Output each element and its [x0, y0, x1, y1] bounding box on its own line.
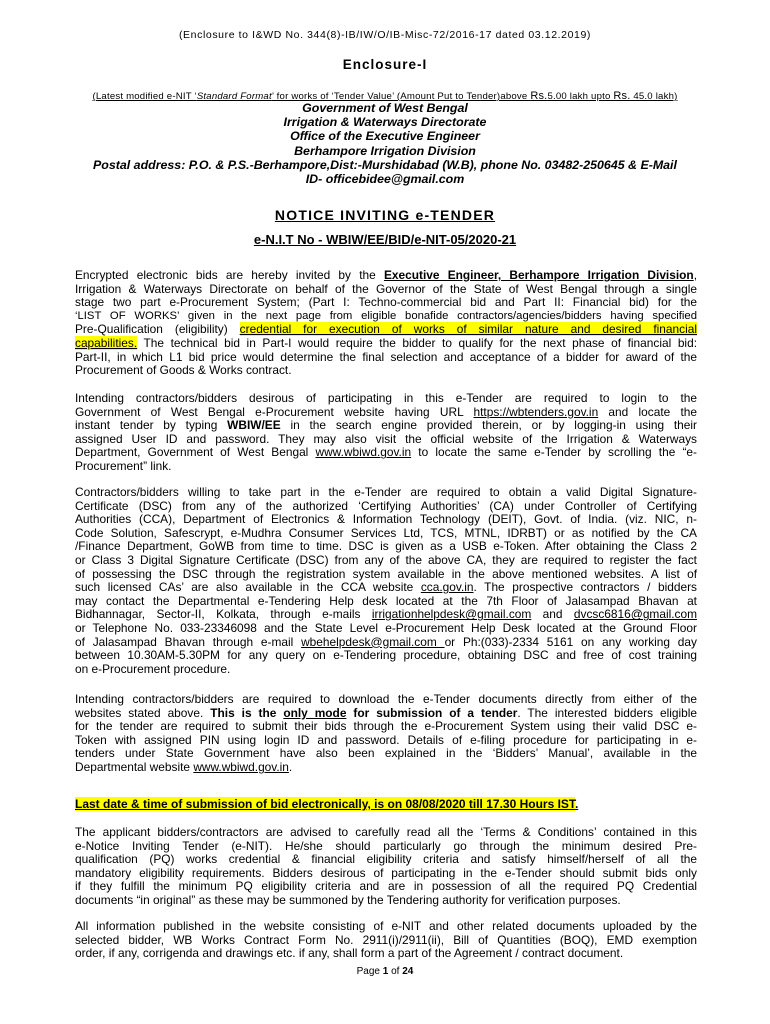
text-run: This is the [210, 705, 284, 720]
text-line: qualification (PQ) works credential & financial eligibility criteria and satisfy himself/herself of all the [75, 852, 697, 867]
text-line: selected bidder, WB Works Contract Form No. 2911(i)/2911(ii), Bill of Quantities (BOQ), EMD exemption [75, 932, 697, 947]
text-line [75, 608, 697, 622]
text-line: Contractors/bidders willing to take part in the e-Tender are required to obtain a valid Digital Signature- [75, 485, 697, 499]
text-run: . The interested bidders eligible [517, 705, 697, 720]
text-run: , [693, 268, 697, 282]
page-number [0, 966, 770, 977]
text-run: Bidhannagar, Sector-II, Kolkata, through e-mails [75, 607, 372, 622]
highlighted-capabilities: capabilities. [75, 335, 138, 350]
wbiwd-link[interactable]: www.wbiwd.gov.in [193, 759, 289, 774]
total-pages: 24 [402, 966, 414, 977]
format-note-amount1: 5.00 lakh upto [547, 91, 614, 102]
text-line: may contact the Departmental e-Tendering Help desk located at the 7th Floor of Jalasampad Bhavan at [75, 593, 697, 608]
text-line: Procurement” link. [75, 458, 172, 473]
notice-title: NOTICE INVITING e-TENDER [274, 207, 496, 223]
text-run: Government of West Bengal e-Procurement website having URL [75, 404, 474, 419]
text-line: Code Solution, Safescrypt, e-Mudhra Consumer Services Ltd, TCS, MTNL, IDRBT) or as notified by the CA [75, 525, 697, 540]
text-line: /Finance Department, GoWB from time to time. DSC is given as a USB e-Token. After obtaining the Class 2 [75, 539, 697, 554]
text-line: documents “in original” as these may be summoned by the Tendering authority for verification purposes. [75, 892, 621, 907]
cca-link[interactable]: cca.gov.in [420, 580, 474, 595]
text-line: Certificate (DSC) from any of the authorized ‘Certifying Authorities’ (CA) under Controller of Certifying [75, 498, 697, 513]
text-line: All information published in the website consisting of e-NIT and other related documents uploaded by the [75, 919, 697, 933]
text-run: . [574, 797, 579, 811]
text-line: Token with assigned PIN using login ID and password. Details of e-filing procedure for participating in e- [75, 732, 697, 747]
text-line: for the tender are required to submit their bids through the e-Procurement System using their valid DSC e- [75, 719, 697, 734]
paragraph-dsc [75, 486, 697, 676]
text-run: Departmental website [75, 759, 194, 774]
office-directorate: Irrigation & Waterways Directorate [283, 115, 487, 130]
text-run: instant tender by typing [75, 418, 228, 433]
enclosure-title: Enclosure-I [342, 57, 428, 72]
text-line: Authorities (CCA), Department of Electronics & Information Technology (DEIT), Govt. of India. (viz. NIC, n- [75, 512, 697, 527]
text-line: of possessing the DSC through the registration system available in the above mentioned websites. A list of [75, 566, 697, 581]
current-page: 1 [382, 966, 389, 977]
paragraph-invitation [75, 269, 697, 378]
text-line: Procurement of Goods & Works contract. [75, 363, 292, 378]
office-postal-address: Postal address: P.O. & P.S.-Berhampore,Dist:-Murshidabad (W.B), phone No. 03482-250645 & E-Mail [93, 157, 677, 172]
wbehelpdesk-email[interactable]: wbehelpdesk@gmail.com [301, 634, 445, 649]
text-run: of Jalasampad Bhavan through e-mail [75, 634, 302, 649]
office-executive-engineer: Office of the Executive Engineer [290, 129, 480, 144]
text-line: if they fulfill the minimum PQ eligibility criteria and are in possession of all the required PQ Credential [75, 879, 697, 894]
text-run: and [531, 607, 574, 622]
office-division: Berhampore Irrigation Division [294, 143, 476, 158]
text-line: order, if any, corrigenda and drawings etc. if any, shall form a part of the Agreement / contract document. [75, 946, 624, 961]
text-line: Intending contractors/bidders are required to download the e-Tender documents directly from either of the [75, 692, 697, 706]
text-run: . [288, 759, 293, 774]
text-line [75, 707, 697, 721]
format-note-amount2: 45.0 lakh) [630, 91, 678, 102]
text-line: mandatory eligibility requirements. Bidders desirous of participating in the e-Tender should submit bids only [75, 865, 697, 880]
format-note-middle: ’ for works of ‘Tender Value’ (Amount Put to Tender)above [271, 91, 531, 102]
nit-number: e-N.I.T No - WBIW/EE/BID/e-NIT-05/2020-21 [253, 232, 517, 247]
office-block [0, 101, 770, 186]
text-run: The technical bid in Part-I would require the bidder to qualify for the next phase of financial bid: [137, 335, 697, 350]
text-run: for submission of a tender [346, 705, 518, 720]
wbiwd-link[interactable]: www.wbiwd.gov.in [315, 445, 412, 460]
format-note-prefix: (Latest modified e-NIT ‘ [92, 91, 197, 102]
issuing-authority: Executive Engineer, Berhampore Irrigation Division [383, 268, 694, 282]
office-email: ID- officebidee@gmail.com [305, 172, 465, 187]
format-note-rs1: Rs. [530, 90, 548, 102]
text-run: websites stated above. [75, 705, 211, 720]
text-run: Pre-Qualification (eligibility) [75, 322, 240, 337]
text-line [75, 323, 697, 337]
text-run: or Ph:(033)-2334 5161 on any working day [444, 634, 697, 649]
text-run: of [388, 966, 403, 977]
text-line: or Class 3 Digital Signature Certificate (DSC) from any of the above CA, they are required to register the fact [75, 552, 697, 567]
wbtenders-link[interactable]: https://wbtenders.gov.in [473, 404, 599, 419]
enclosure-reference: (Enclosure to I&WD No. 344(8)-IB/IW/O/IB-Misc-72/2016-17 dated 03.12.2019) [178, 29, 592, 41]
text-run: . The prospective contractors / bidders [473, 580, 697, 595]
text-run: Department, Government of West Bengal [75, 445, 316, 460]
deadline-text: Last date & time of submission of bid electronically, is on 08/08/2020 till 17.30 Hours IST [75, 797, 575, 811]
text-run: in the search engine provided therein, or by logging-in using their [280, 418, 697, 433]
highlighted-credential: credential for execution of works of similar nature and desired financial [239, 322, 697, 337]
text-line [75, 269, 697, 283]
text-line: Part-II, in which L1 bid price would determine the final selection and acceptance of a bidder for award of the [75, 349, 697, 364]
text-line [75, 761, 697, 775]
text-line: tenders under State Government have also been explained in the ‘Bidders’ Manual’, available in the [75, 746, 697, 761]
paragraph-eligibility [75, 826, 697, 908]
text-line [75, 419, 697, 433]
text-line: ‘LIST OF WORKS’ given in the next page from eligible bonafide contractors/agencies/bidders having specified [75, 309, 697, 322]
text-run: to locate the same e-Tender by scrolling the “e- [411, 445, 698, 460]
paragraph-login [75, 392, 697, 474]
paragraph-download [75, 693, 697, 775]
text-line: on e-Procurement procedure. [75, 661, 231, 676]
text-line [75, 406, 697, 420]
text-line: or Telephone No. 033-23346098 and the State Level e-Procurement Help Desk located at the Ground Floor [75, 620, 697, 635]
text-line: assigned User ID and password. They may also visit the official website of the Irrigation & Waterways [75, 431, 697, 446]
search-keyword: WBIW/EE [227, 418, 281, 433]
irrigation-helpdesk-email[interactable]: irrigationhelpdesk@gmail.com [371, 607, 532, 622]
text-line [75, 636, 697, 650]
dvcsc-email[interactable]: dvcsc6816@gmail.com [573, 607, 698, 622]
text-line [75, 337, 697, 351]
text-run: and locate the [598, 404, 697, 419]
text-line: stage two part e-Procurement System; (Part I: Techno-commercial bid and Part II: Financial bid) for the [75, 295, 697, 310]
only-mode-emphasis: only mode [283, 705, 347, 720]
text-run: Page [356, 966, 383, 977]
text-run: such licensed CAs’ are also available in the CCA website [75, 580, 421, 595]
text-line: The applicant bidders/contractors are advised to carefully read all the ‘Terms & Conditions’ contained in this [75, 825, 697, 839]
text-line: Intending contractors/bidders desirous of participating in this e-Tender are required to login to the [75, 391, 697, 405]
submission-deadline [75, 797, 578, 811]
format-note-italic: Standard Format [196, 91, 272, 102]
text-line [75, 581, 697, 595]
office-government: Government of West Bengal [302, 101, 468, 115]
text-line: Irrigation & Waterways Directorate on behalf of the Governor of the State of West Bengal through a single [75, 281, 697, 296]
paragraph-information [75, 920, 697, 961]
text-line: e-Notice Inviting Tender (e-NIT). He/she should particularly go through the minimum desired Pre- [75, 838, 697, 853]
text-line [75, 446, 697, 460]
text-line: between 10.30AM-5.30PM for any query on e-Tendering procedure, obtaining DSC and free of cost training [75, 648, 697, 663]
format-note-rs2: Rs. [613, 90, 631, 102]
text-run: Encrypted electronic bids are hereby invited by the [75, 268, 384, 282]
